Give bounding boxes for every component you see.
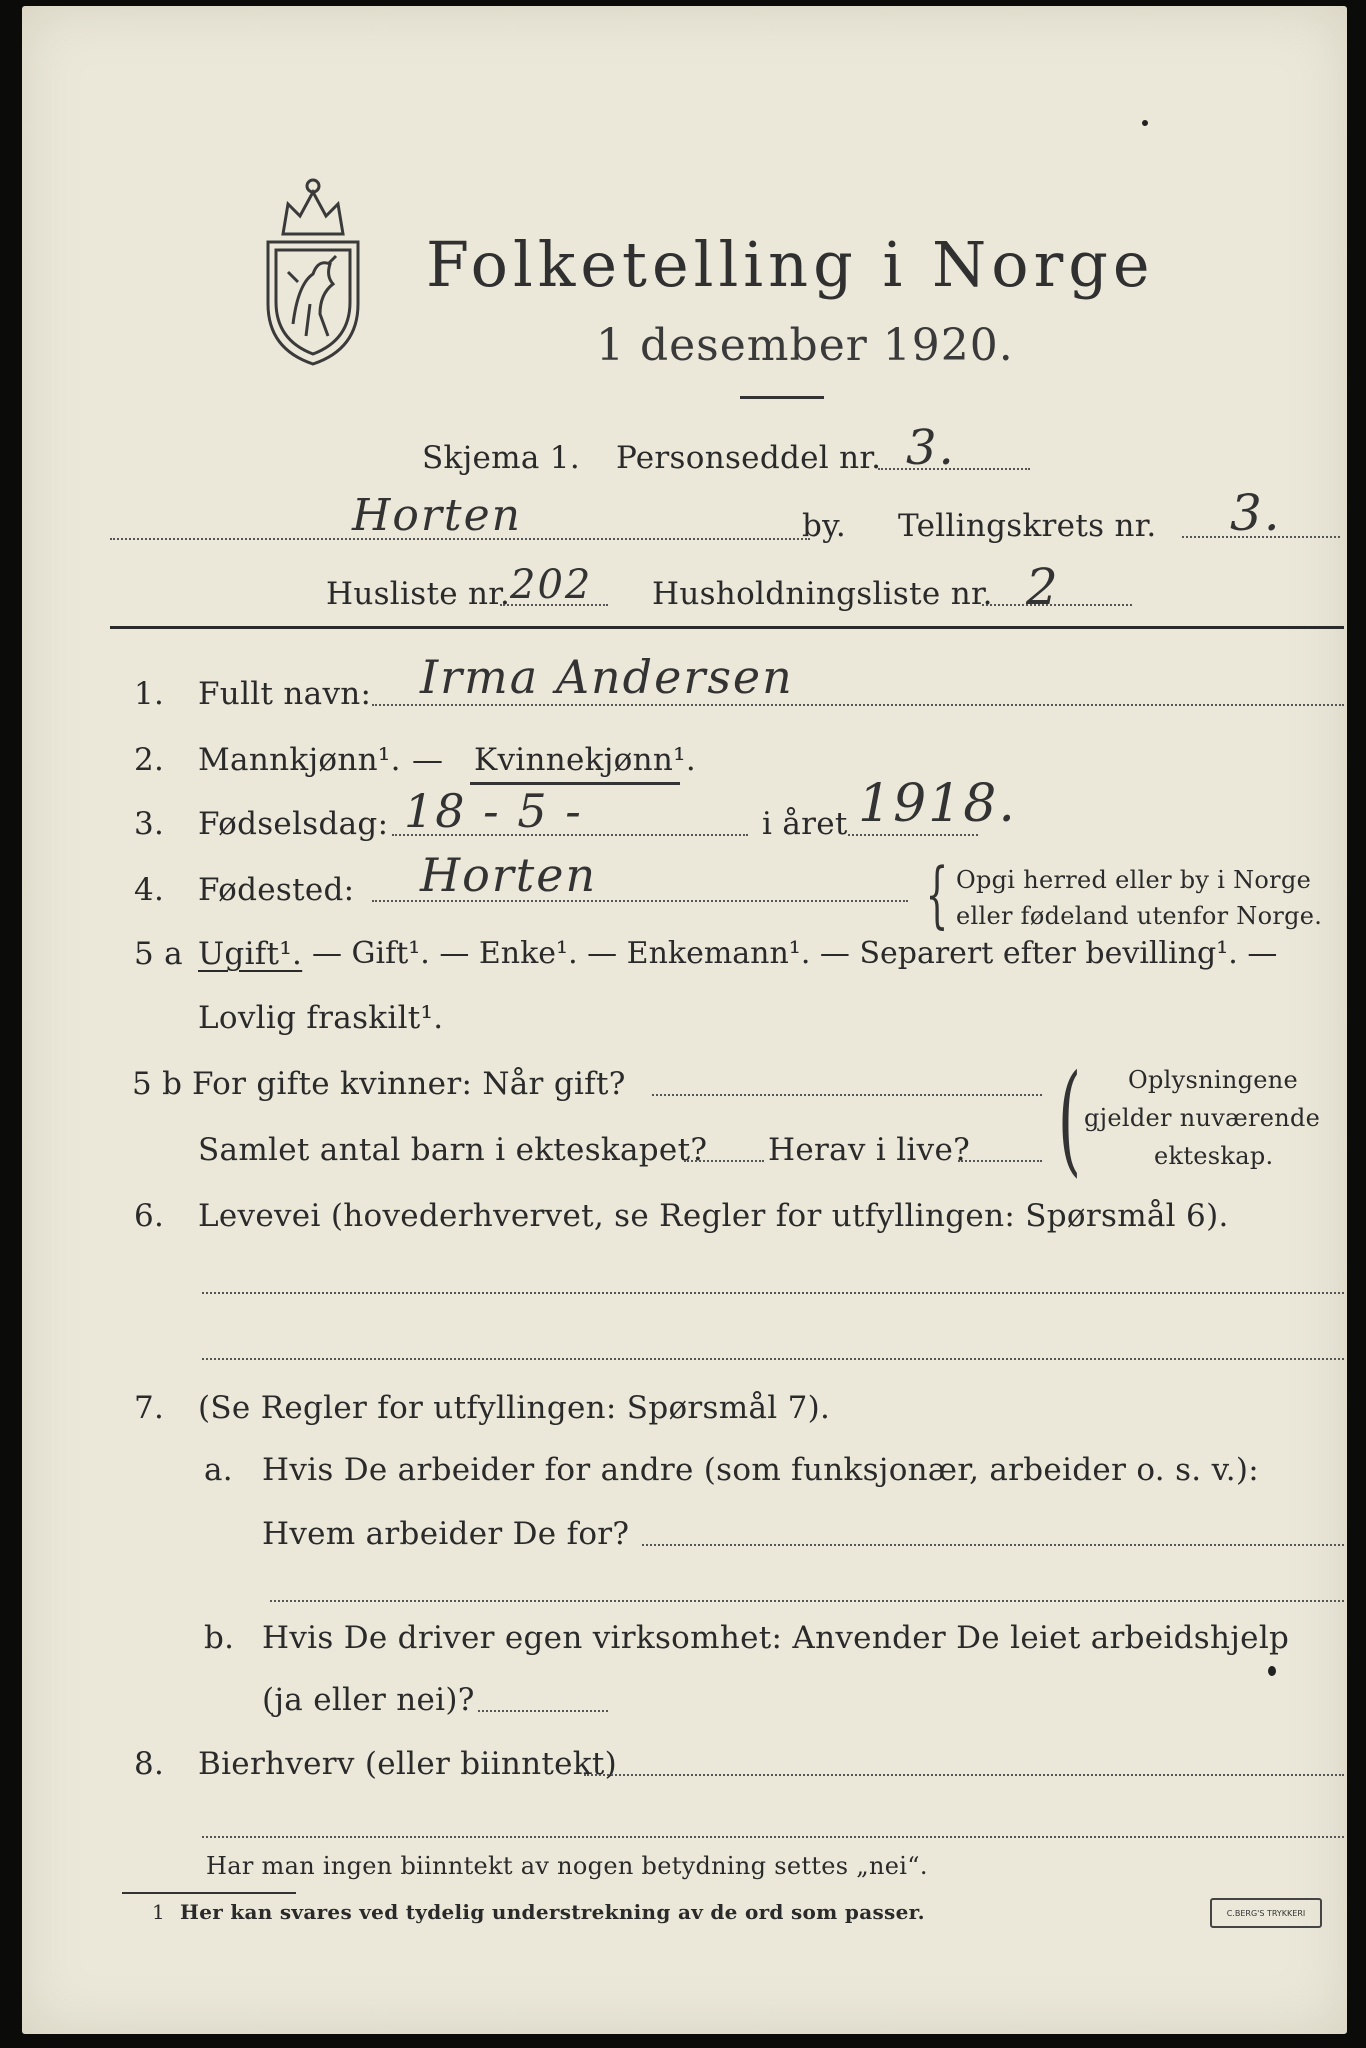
hired-help-field[interactable] <box>478 1710 608 1712</box>
gender-separator: — <box>412 742 444 778</box>
ink-speck <box>1142 120 1148 126</box>
side-income-field-2[interactable] <box>202 1836 1344 1838</box>
q7b-text: Hvis De driver egen virksomhet: Anvender De leiet arbeidshjelp <box>262 1620 1290 1656</box>
husliste-value: 202 <box>510 562 593 608</box>
census-form-page <box>22 6 1347 2034</box>
footnote-text: Her kan svares ved tydelig understrekning av de ord som passer. <box>180 1900 925 1924</box>
q2-number: 2. <box>134 742 165 778</box>
when-married-field[interactable] <box>652 1094 1042 1096</box>
tellingskrets-label: Tellingskrets nr. <box>898 508 1157 544</box>
husholdningsliste-label: Husholdningsliste nr. <box>652 576 993 612</box>
q4-number: 4. <box>134 872 165 908</box>
q8-note: Har man ingen biinntekt av nogen betydning settes „nei“. <box>206 1852 928 1880</box>
q4-note-brace: { <box>925 852 949 936</box>
employer-field-1[interactable] <box>642 1544 1344 1546</box>
q7b-letter: b. <box>204 1620 235 1656</box>
norway-coat-of-arms-icon <box>258 164 368 369</box>
unmarried-option[interactable]: Ugift¹. <box>198 936 303 972</box>
employer-field-2[interactable] <box>270 1600 1344 1602</box>
town-value: Horten <box>352 490 522 541</box>
q7-number: 7. <box>134 1390 165 1426</box>
skjema-label: Skjema 1. <box>422 440 580 476</box>
gender-male-option[interactable]: Mannkjønn¹. <box>198 742 401 778</box>
birth-year-label: i året <box>762 806 848 842</box>
q4-note-line2: eller fødeland utenfor Norge. <box>956 902 1323 930</box>
form-title: Folketelling i Norge <box>426 228 1155 301</box>
q6-label: Levevei (hovederhvervet, se Regler for utfyllingen: Spørsmål 6). <box>198 1198 1229 1234</box>
q6-number: 6. <box>134 1198 165 1234</box>
q3-number: 3. <box>134 806 165 842</box>
children-alive-field[interactable] <box>958 1160 1042 1162</box>
footnote-mark: 1 <box>152 1900 166 1924</box>
marital-status-options[interactable]: — Gift¹. — Enke¹. — Enkemann¹. — Separert efter bevilling¹. — <box>312 936 1278 971</box>
ink-speck <box>1268 1666 1276 1676</box>
q5b-label: For gifte kvinner: Når gift? <box>192 1066 626 1102</box>
q8-label: Bierhverv (eller biinntekt) <box>198 1746 618 1782</box>
birthday-value: 18 - 5 - <box>404 784 583 838</box>
q7a-letter: a. <box>204 1452 233 1488</box>
q4-note-line1: Opgi herred eller by i Norge <box>956 866 1312 894</box>
q7b-line2: (ja eller nei)? <box>262 1682 475 1718</box>
q5b-note-line2: gjelder nuværende <box>1084 1104 1321 1132</box>
children-count-field[interactable] <box>684 1160 764 1162</box>
q7-label: (Se Regler for utfyllingen: Spørsmål 7). <box>198 1390 831 1426</box>
q7a-line2: Hvem arbeider De for? <box>262 1516 630 1552</box>
full-name-field[interactable] <box>372 704 1344 706</box>
by-label: by. <box>802 508 846 544</box>
q7a-text: Hvis De arbeider for andre (som funksjonær, arbeider o. s. v.): <box>262 1452 1260 1488</box>
personseddel-label: Personseddel nr. <box>616 440 882 476</box>
q5a-number: 5 a <box>134 936 183 972</box>
q5b-note-line3: ekteskap. <box>1154 1142 1274 1170</box>
children-count-label: Samlet antal barn i ekteskapet? <box>198 1132 708 1168</box>
printer-stamp <box>1210 1898 1322 1928</box>
husholdningsliste-value: 2 <box>1026 558 1060 616</box>
q5b-number: 5 b <box>132 1066 183 1102</box>
birth-year-value: 1918. <box>858 774 1017 834</box>
occupation-field-2[interactable] <box>202 1358 1344 1360</box>
census-date: 1 desember 1920. <box>596 320 1014 371</box>
q5b-note-brace: ( <box>1057 1050 1082 1189</box>
birthplace-value: Horten <box>420 848 598 902</box>
birth-year-field[interactable] <box>848 834 978 836</box>
q1-label: Fullt navn: <box>198 676 372 712</box>
q3-label: Fødselsdag: <box>198 806 389 842</box>
q8-number: 8. <box>134 1746 165 1782</box>
q1-number: 1. <box>134 676 165 712</box>
printer-stamp-text: C.BERG'S TRYKKERI <box>1226 1908 1306 1918</box>
q5b-note-line1: Oplysningene <box>1128 1066 1299 1094</box>
header-rule <box>110 626 1344 629</box>
husliste-label: Husliste nr. <box>326 576 511 612</box>
full-name-value: Irma Andersen <box>420 650 794 704</box>
footnote-divider <box>122 1892 296 1894</box>
side-income-field-1[interactable] <box>584 1774 1344 1776</box>
occupation-field-1[interactable] <box>202 1292 1344 1294</box>
personseddel-value: 3. <box>906 420 956 476</box>
children-alive-label: Herav i live? <box>768 1132 971 1168</box>
gender-female-option[interactable]: Kvinnekjønn¹. <box>474 742 697 778</box>
q4-label: Fødested: <box>198 872 355 908</box>
title-divider <box>740 396 824 399</box>
tellingskrets-value: 3. <box>1230 484 1282 542</box>
divorced-option[interactable]: Lovlig fraskilt¹. <box>198 1000 444 1036</box>
